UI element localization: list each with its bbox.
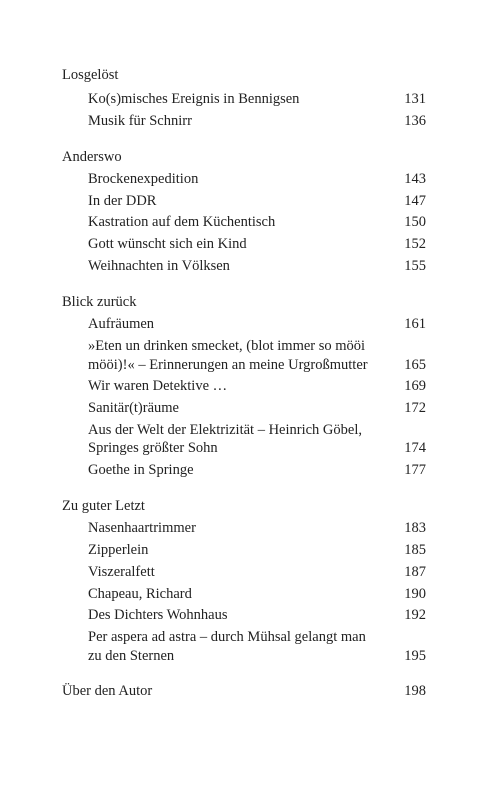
entry-page-number: 192	[404, 607, 426, 623]
entry-title-line: mööi)!« – Erinnerungen an meine Urgroßmutter	[88, 357, 368, 373]
entry-title: Viszeralfett	[88, 564, 155, 580]
entry-title: Des Dichters Wohnhaus	[88, 607, 228, 623]
entry-title: Aufräumen	[88, 316, 155, 332]
entry-page-number: 185	[404, 542, 426, 558]
footer-entry-page-number: 198	[404, 683, 426, 699]
entry-page-number: 183	[404, 520, 426, 536]
entry-page-number: 174	[404, 440, 426, 456]
entry-title: Weihnachten in Völksen	[88, 258, 230, 274]
entry-page-number: 195	[404, 648, 426, 664]
entry-page-number: 147	[404, 193, 426, 209]
entry-title: Wir waren Detektive …	[88, 378, 228, 394]
entry-title: Kastration auf dem Küchentisch	[88, 214, 276, 230]
entry-title: Brockenexpedition	[88, 171, 199, 187]
entry-title-line: zu den Sternen	[88, 648, 175, 664]
entry-title: Musik für Schnirr	[88, 113, 192, 129]
entry-page-number: 169	[404, 378, 426, 394]
entry-page-number: 190	[404, 586, 426, 602]
entry-page-number: 172	[404, 400, 426, 416]
entry-page-number: 155	[404, 258, 426, 274]
section-title: Losgelöst	[62, 67, 119, 83]
section-title: Anderswo	[62, 149, 122, 165]
entry-title: Chapeau, Richard	[88, 586, 192, 602]
entry-title: Zipperlein	[88, 542, 149, 558]
section-title: Blick zurück	[62, 294, 137, 310]
entry-title: Goethe in Springe	[88, 462, 194, 478]
entry-page-number: 152	[404, 236, 426, 252]
entry-page-number: 131	[404, 91, 426, 107]
entry-page-number: 161	[404, 316, 426, 332]
entry-title: Gott wünscht sich ein Kind	[88, 236, 247, 252]
entry-title-line: »Eten un drinken smecket, (blot immer so mööi	[88, 338, 366, 354]
footer-entry-title: Über den Autor	[62, 683, 153, 699]
entry-page-number: 143	[404, 171, 426, 187]
entry-title: Ko(s)misches Ereignis in Bennigsen	[88, 91, 300, 107]
entry-page-number: 150	[404, 214, 426, 230]
entry-page-number: 136	[404, 113, 426, 129]
entry-title: Sanitär(t)räume	[88, 400, 179, 416]
entry-title-line: Aus der Welt der Elektrizität – Heinrich Göbel,	[88, 422, 362, 438]
entry-page-number: 177	[404, 462, 426, 478]
entry-title-line: Per aspera ad astra – durch Mühsal gelangt man	[88, 629, 366, 645]
section-title: Zu guter Letzt	[62, 498, 145, 514]
entry-title: Nasenhaartrimmer	[88, 520, 196, 536]
entry-title: In der DDR	[88, 193, 157, 209]
entry-page-number: 187	[404, 564, 426, 580]
entry-page-number: 165	[404, 357, 426, 373]
entry-title-line: Springes größter Sohn	[88, 440, 218, 456]
